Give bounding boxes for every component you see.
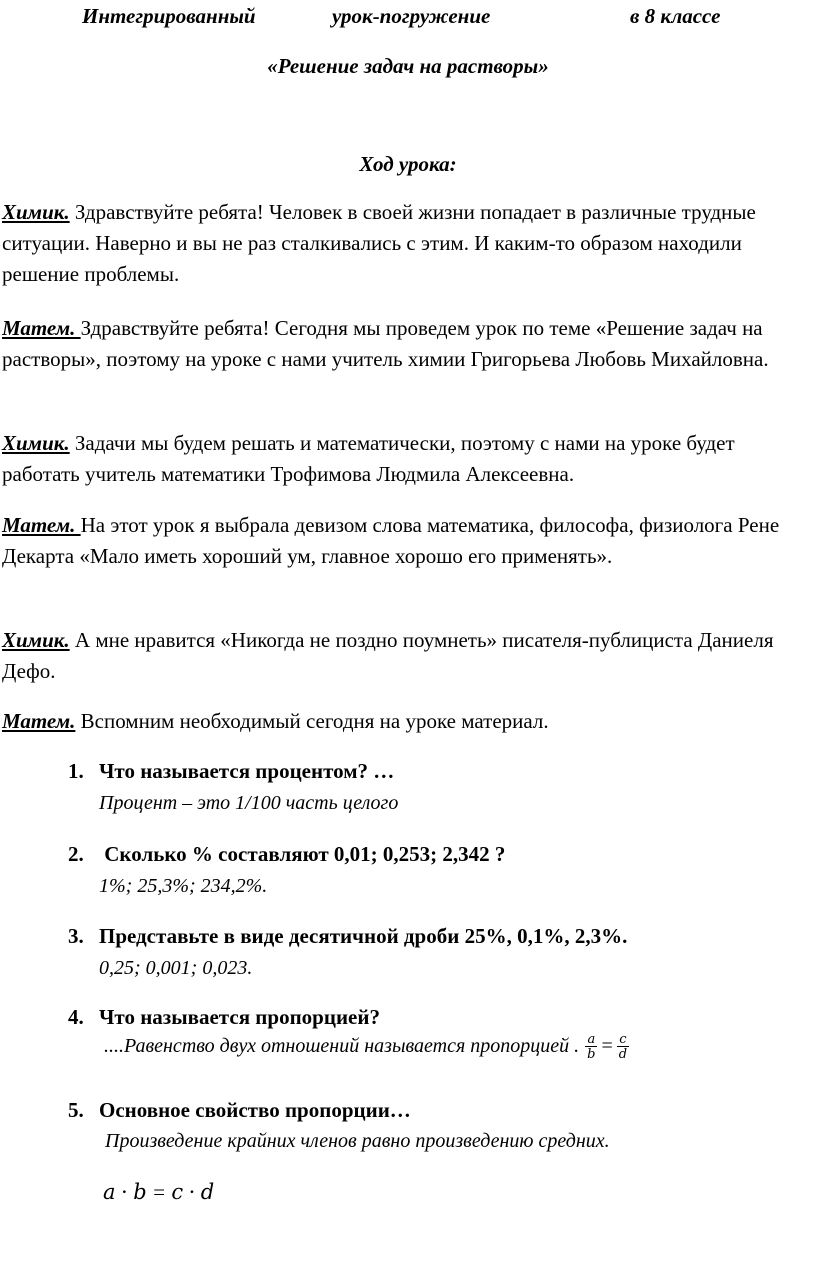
dialogue-text: На этот урок я выбрала девизом слова математика, философа, физиолога Рене Декарта «Мало иметь хороший ум, главное хорошо его применять». <box>2 513 780 568</box>
answer-1: Процент – это 1/100 часть целого <box>99 792 399 814</box>
speaker-label: Химик. <box>2 628 70 652</box>
title-part-lesson: Интегрированный <box>82 4 256 28</box>
dialogue-paragraph-4 <box>2 510 814 572</box>
speaker-label: Химик. <box>2 431 70 455</box>
numerator: 𝑐 <box>617 1032 629 1047</box>
dialogue-paragraph-5 <box>2 625 814 687</box>
proportion-formula: 𝑎 ⋅ 𝑏 = 𝑐 ⋅ 𝑑 <box>103 1180 215 1204</box>
speaker-label: Матем. <box>2 316 81 340</box>
dialogue-text: А мне нравится «Никогда не поздно поумнеть» писателя-публициста Даниеля Дефо. <box>2 628 774 683</box>
question-3 <box>68 924 627 949</box>
speaker-label: Матем. <box>2 709 76 733</box>
document-subtitle: «Решение задач на растворы» <box>267 54 549 78</box>
answer-3: 0,25; 0,001; 0,023. <box>99 957 253 979</box>
denominator: 𝑏 <box>587 1046 596 1061</box>
dialogue-paragraph-3 <box>2 428 814 490</box>
dialogue-text: Вспомним необходимый сегодня на уроке материал. <box>75 709 549 733</box>
question-text: Что называется пропорцией? <box>99 1005 380 1029</box>
numerator: 𝑎 <box>585 1032 597 1047</box>
dialogue-paragraph-2 <box>2 313 814 375</box>
fraction-c-over-d <box>617 1032 629 1061</box>
dialogue-text: Задачи мы будем решать и математически, поэтому с нами на уроке будет работать учитель математики Трофимова Людмила Алексеевна. <box>2 431 735 486</box>
question-number: 3. <box>68 924 84 948</box>
dialogue-text: Здравствуйте ребята! Человек в своей жизни попадает в различные трудные ситуации. Наверно и вы не раз сталкивались с этим. И каким-то образом находили решение проблемы. <box>2 200 756 286</box>
answer-5: Произведение крайних членов равно произведению средних. <box>105 1130 610 1152</box>
section-heading: Ход урока: <box>359 152 457 176</box>
question-4 <box>68 1005 380 1030</box>
question-number: 2. <box>68 842 84 866</box>
question-number: 5. <box>68 1098 84 1122</box>
speaker-label: Матем. <box>2 513 81 537</box>
question-text: Основное свойство пропорции… <box>99 1098 411 1122</box>
question-2 <box>68 842 505 867</box>
answer-text: ....Равенство двух отношений называется пропорцией . <box>104 1035 580 1057</box>
question-number: 4. <box>68 1005 84 1029</box>
answer-2: 1%; 25,3%; 234,2%. <box>99 875 268 897</box>
equals-sign: = <box>601 1035 613 1057</box>
dialogue-text: Здравствуйте ребята! Сегодня мы проведем урок по теме «Решение задач на растворы», поэтому на уроке с нами учитель химии Григорьева Любовь Михайловна. <box>2 316 769 371</box>
speaker-label: Химик. <box>2 200 70 224</box>
fraction-a-over-b <box>585 1032 597 1061</box>
title-part-type: урок-погружение <box>332 4 491 28</box>
question-5 <box>68 1098 411 1123</box>
answer-4 <box>104 1032 630 1061</box>
denominator: 𝑑 <box>618 1046 628 1061</box>
question-text: Представьте в виде десятичной дроби 25%, 0,1%, 2,3%. <box>99 924 628 948</box>
document-title <box>0 4 816 30</box>
question-text: Что называется процентом? … <box>99 759 395 783</box>
question-text: Сколько % составляют 0,01; 0,253; 2,342 ? <box>99 842 506 866</box>
question-number: 1. <box>68 759 84 783</box>
dialogue-paragraph-1 <box>2 197 814 290</box>
dialogue-paragraph-6 <box>2 706 814 737</box>
title-part-grade: в 8 классе <box>630 4 721 28</box>
question-1 <box>68 759 394 784</box>
